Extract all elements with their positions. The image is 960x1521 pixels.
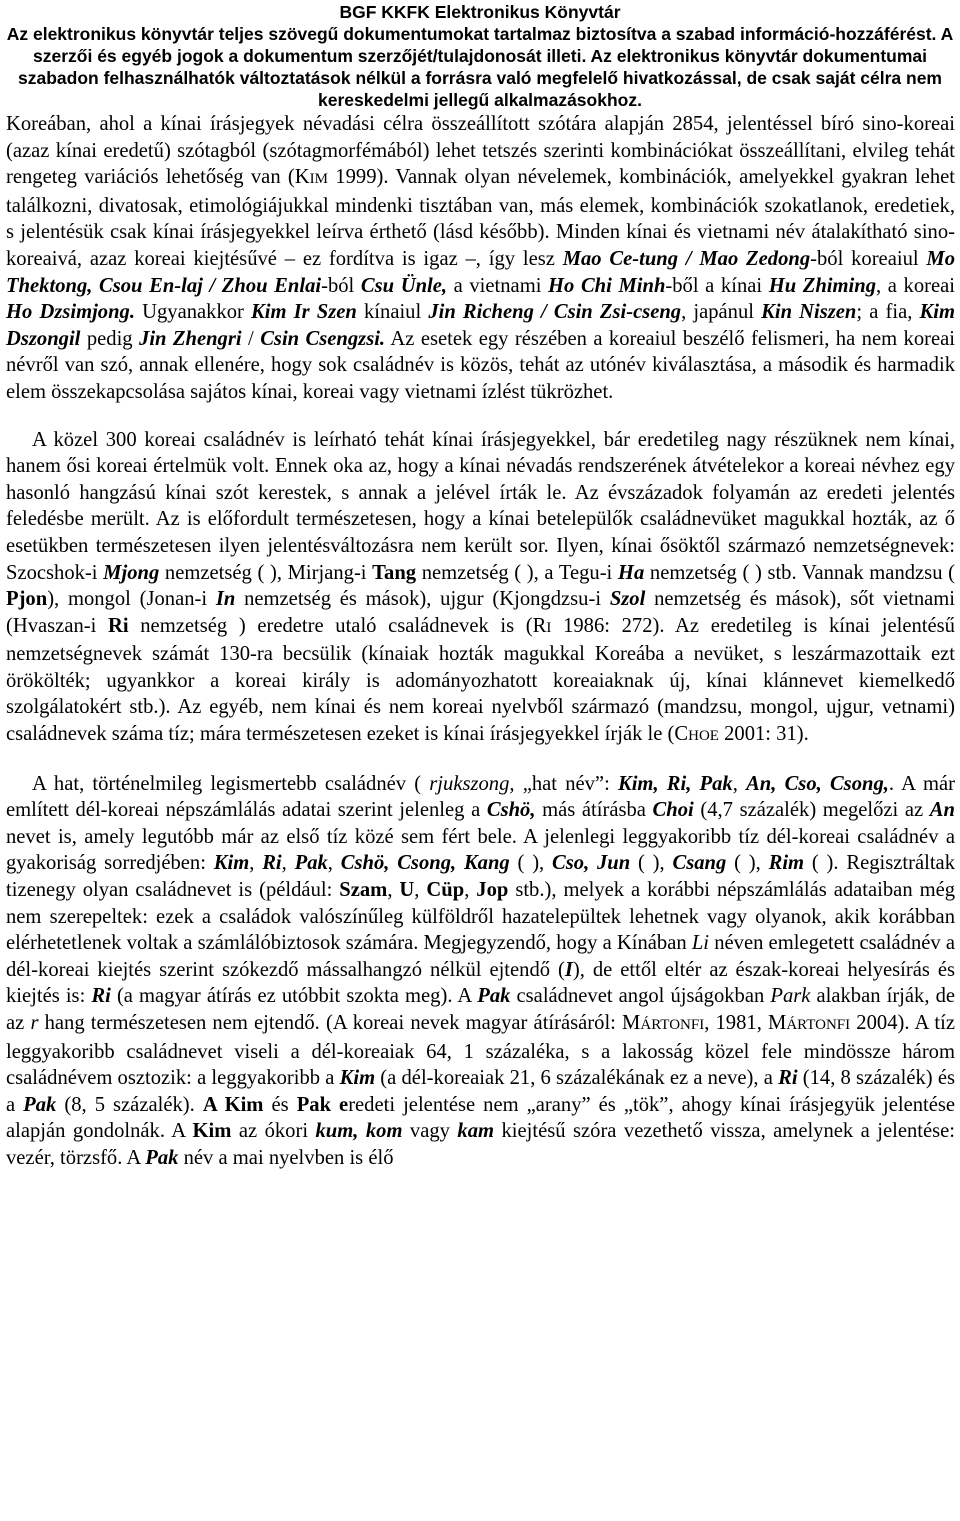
text-run: az ókori xyxy=(231,1120,316,1143)
text-run: 2001: 31). xyxy=(718,723,809,746)
text-run: nemzetség és mások), ujgur (Kjongdzsu-i xyxy=(235,588,610,611)
text-run: 1986: 272). Az eredetileg is kínai jelentésű nemzetségnevek számát 130-ra becsülik (kínaiak hozták magukkal Koreába a nevüket, s leszármazottaik ezt örökölték; ugyankkor a koreai király is adományozhatott koreaiaknak új, kínai klánnevet kiemelkedő szolgálatokért stb.). Az egyéb, nem kínai és nem koreai nyelvből származó (mandzsu, mongol, ujgur, vetnami) családnevek száma tíz; mára természetesen ezeket is kínai írásjegyekkel írják le (C xyxy=(6,614,955,746)
name-run: An xyxy=(929,799,955,822)
name-run: Mjong xyxy=(103,561,160,584)
text-run: Az esetek egy részében a koreaiul beszélő felismeri, ha nem koreai névről van szó, annak ellenére, hogy sok családnév is közös, tehát az utónév kiválasztása, a második és harmadik elem összekapcsolása sajátos kínai, koreai vagy vietnami ízlést tükrözhet. xyxy=(6,327,955,403)
name-run: Csin Csengzsi. xyxy=(260,327,386,350)
name-run: Pak xyxy=(23,1093,57,1116)
name-run: Ri xyxy=(108,614,129,637)
paragraph-3 xyxy=(6,771,955,1172)
text-run: Koreában, ahol a kínai írásjegyek névadási célra összeállított szótára alapján 2854, jelentéssel bíró sino-koreai (azaz kínai eredetű) szótagból (szótagmorfémából) lehet tetszés szerinti kombinációkat összeállítani, elvileg tehát rengeteg variációs lehetőség van (K xyxy=(6,113,955,189)
text-run: hang természetesen nem ejtendő. (A koreai nevek magyar átírásáról: M xyxy=(38,1012,641,1034)
text-run: (a magyar átírás ez utóbbit szokta meg). A xyxy=(110,985,478,1008)
name-run: Ri xyxy=(91,985,111,1008)
copyright-notice: Az elektronikus könyvtár teljes szövegű dokumentumokat tartalmaz biztosítva a szabad információ-hozzáférést. A szerzői és egyéb jogok a dokumentum szerzőjét/tulajdonosát illeti. Az elektronikus könyvtár dokumentumai szabadon felhasználhatók változtatások nélkül a forrásra való megfelelő hivatkozással, de csak saját célra nem kereskedelmi jellegű alkalmazásokhoz. xyxy=(6,24,954,110)
text-run: ( ), xyxy=(630,852,673,875)
text-run: , xyxy=(327,852,341,875)
name-run: Pjon xyxy=(6,588,48,611)
text-run: nevet is, amely legutóbb már az első tíz közé sem fért bele. A jelenlegi leggyakoribb tíz dél-koreai családnév a gyakoriság sorredjében: xyxy=(6,825,955,875)
text-run: (4,7 százalék) megelőzi az xyxy=(693,799,930,822)
text-run: , xyxy=(281,852,295,875)
text-run: alakban írják, de az xyxy=(6,985,956,1034)
text-run: stb.), melyek a korábbi népszámlálás adataiban még nem szerepeltek: ezek a családok valószínűleg külföldről hazatelepültek lehetnek vagy olyanok, akik korábban elérhetetlenek voltak a számlálóbiztosok számára. Megjegyzendő, hogy a Kínában xyxy=(6,879,956,955)
name-run: Csang xyxy=(672,852,727,875)
text-run: 2004). A tíz leggyakoribb családnevet viseli a dél-koreaiak 64, 1 százaléka, s a lakosság közel fele mindössze három családnévem osztozik: a leggyakoribb a xyxy=(6,1012,955,1090)
name-run: Csu Ünle, xyxy=(360,274,448,297)
text-run: a vietnami xyxy=(447,274,549,297)
text-run: ( ), xyxy=(509,852,553,875)
name-run: kum, kom xyxy=(315,1120,403,1143)
paragraph-2 xyxy=(6,427,955,750)
text-run: , xyxy=(249,852,263,875)
name-run: A Kim xyxy=(202,1093,264,1116)
name-run: Szol xyxy=(609,588,646,611)
name-run: Jop xyxy=(476,879,509,902)
name-run: Tang xyxy=(372,561,417,584)
text-run: és xyxy=(263,1093,297,1116)
term-run: r xyxy=(30,1012,39,1034)
text-run: vagy xyxy=(402,1120,458,1143)
library-name: BGF KKFK Elektronikus Könyvtár xyxy=(339,2,621,22)
name-run: In xyxy=(215,588,236,611)
text-run: név a mai nyelvben is élő xyxy=(178,1146,394,1169)
small-caps-run: ÁRTONFI xyxy=(786,1017,851,1033)
text-run: nemzetség ( ), a Tegu-i xyxy=(416,561,618,584)
text-run: nemzetség ( ), Mirjang-i xyxy=(159,561,373,584)
text-run: , 1981, M xyxy=(704,1012,787,1034)
text-run: (8, 5 százalék). xyxy=(56,1093,203,1116)
text-run: ( ), xyxy=(726,852,769,875)
text-run: családnevet angol újságokban xyxy=(510,985,771,1008)
paragraph-gap xyxy=(6,406,955,427)
text-run: nemzetség és mások), sőt vietnami (Hvaszan-i xyxy=(6,588,955,637)
name-run: I xyxy=(564,958,573,981)
text-run: pedig xyxy=(80,327,140,350)
text-run: , japánul xyxy=(681,301,762,324)
text-run: ( ). Regisztráltak tizenegy olyan családnevet is (például: xyxy=(6,852,955,902)
name-run: Kin Niszen xyxy=(761,301,857,324)
small-caps-run: HOE xyxy=(688,728,719,745)
text-run: -ból koreaiul xyxy=(810,247,927,270)
text-run: nemzetség ( ) stb. Vannak mandzsu ( xyxy=(644,561,955,584)
text-run: , a koreai xyxy=(876,274,955,297)
name-run: Hu Zhiming xyxy=(768,274,877,297)
name-run: Mao Ce-tung / Mao Zedong xyxy=(562,247,811,270)
name-run: Kim, Ri, Pak xyxy=(617,772,733,795)
name-run: Ri xyxy=(778,1067,798,1090)
term-run: Li xyxy=(691,932,710,955)
name-run: Cüp xyxy=(426,879,465,902)
text-run: -ből a kínai xyxy=(665,274,769,297)
text-run: , xyxy=(414,879,427,902)
name-run: Jin Zhengri xyxy=(139,327,242,350)
text-run: 1999). Vannak olyan névelemek, kombinációk, amelyekkel gyakran lehet találkozni, divatosak, etimológiájukkal mindenki tisztában van, más elemek, kombinációk szokatlanok, eredetiek, s jelentésük csak kínai írásjegyekkel leírva érthető (lásd később). Minden kínai és vietnami név átalakítható sino-koreaivá, azaz koreai kiejtésűvé – ez fordítva is igaz –, így lesz xyxy=(6,166,955,270)
name-run: kam xyxy=(457,1120,495,1143)
paragraph-gap xyxy=(6,750,955,771)
name-run: Pak xyxy=(145,1146,179,1169)
term-run: rjukszong, xyxy=(429,772,515,795)
paragraph-1 xyxy=(6,111,955,406)
name-run: Kim xyxy=(192,1120,232,1143)
name-run: Pak xyxy=(477,985,511,1008)
text-run: (a dél-koreaiak 21, 6 százalékának ez a neve), a xyxy=(375,1067,779,1090)
text-run: néven emlegetett családnév a dél-koreai kiejtés szerint szókezdő mássalhangzó nélkül ejtendő ( xyxy=(6,932,955,981)
text-run: nemzetség ) eredetre utaló családnevek is (R xyxy=(128,614,547,637)
text-run: Ugyanakkor xyxy=(135,301,252,324)
text-run: , xyxy=(732,772,747,795)
text-run: -ból xyxy=(321,274,361,297)
name-run: Choi xyxy=(652,799,694,822)
name-run: Jin Richeng / Csin Zsi-cseng xyxy=(428,301,682,324)
name-run: Rim xyxy=(768,852,805,875)
term-run: Park xyxy=(770,985,811,1008)
name-run: U xyxy=(399,879,415,902)
text-run: más átírásba xyxy=(535,799,653,822)
name-run: Szam xyxy=(339,879,388,902)
text-run: „hat név”: xyxy=(514,772,618,795)
name-run: Cso, Jun xyxy=(552,852,631,875)
text-run: / xyxy=(241,327,261,350)
name-run: Kim xyxy=(213,852,250,875)
text-run: , xyxy=(387,879,400,902)
name-run: Pak e xyxy=(296,1093,349,1116)
name-run: Pak xyxy=(294,852,328,875)
text-run: (14, 8 százalék) és a xyxy=(6,1067,955,1116)
text-run: A hat, történelmileg legismertebb családnév ( xyxy=(32,772,430,795)
text-run: redeti jelentése nem „arany” és „tök”, ahogy kínai írásjegyük jelentése alapján gondolnák. A xyxy=(6,1093,956,1143)
text-run: kínaiul xyxy=(356,301,429,324)
name-run: Ho Dzsimjong. xyxy=(6,301,135,324)
text-run: A közel 300 koreai családnév is leírható tehát kínai írásjegyekkel, bár eredetileg nagy részüknek nem kínai, hanem ősi koreai értelmük volt. Ennek oka az, hogy a kínai névadás rendszerének átvételekor a koreai névhez egy hasonló hangzású kínai szót kerestek, s annak a jelével írták le. Az évszázadok folyamán az eredeti jelentés feledésbe merült. Az is előfordult természetesen, hogy a kínai betelepülők családnevüket magukkal hozták, az ő esetükben természetesen ilyen jelentésváltozásra nem került sor. Ilyen, kínai ősöktől származó nemzetségnevek: Szocshok-i xyxy=(6,428,955,584)
text-run: , xyxy=(464,879,477,902)
name-run: An, Cso, Csong, xyxy=(746,772,889,795)
name-run: Kim Ir Szen xyxy=(251,301,357,324)
text-run: ), mongol (Jonan-i xyxy=(47,588,216,611)
document-body xyxy=(0,111,960,1172)
small-caps-run: ÁRTONFI xyxy=(640,1017,705,1033)
name-run: Ho Chi Minh xyxy=(548,274,666,297)
text-run: . A már említett dél-koreai népszámlálás adatai szerint jelenleg a xyxy=(6,772,956,822)
name-run: Cshö, Csong, Kang xyxy=(340,852,510,875)
name-run: Mo Thektong, Csou En-laj / Zhou Enlai xyxy=(6,247,955,297)
small-caps-run: IM xyxy=(309,171,328,188)
text-run: kiejtésű szóra vezethető vissza, amelynek a jelentése: vezér, törzsfő. A xyxy=(6,1120,956,1169)
name-run: Kim Dszongil xyxy=(6,301,955,350)
name-run: Ha xyxy=(617,561,645,584)
text-run: ), de ettől eltér az észak-koreai helyesírás és kiejtés is: xyxy=(6,958,956,1008)
name-run: Ri xyxy=(262,852,282,875)
small-caps-run: I xyxy=(546,619,552,636)
name-run: Cshö, xyxy=(486,799,536,822)
name-run: Kim xyxy=(339,1067,376,1090)
library-header xyxy=(0,0,960,111)
text-run: ; a fia, xyxy=(856,301,920,324)
